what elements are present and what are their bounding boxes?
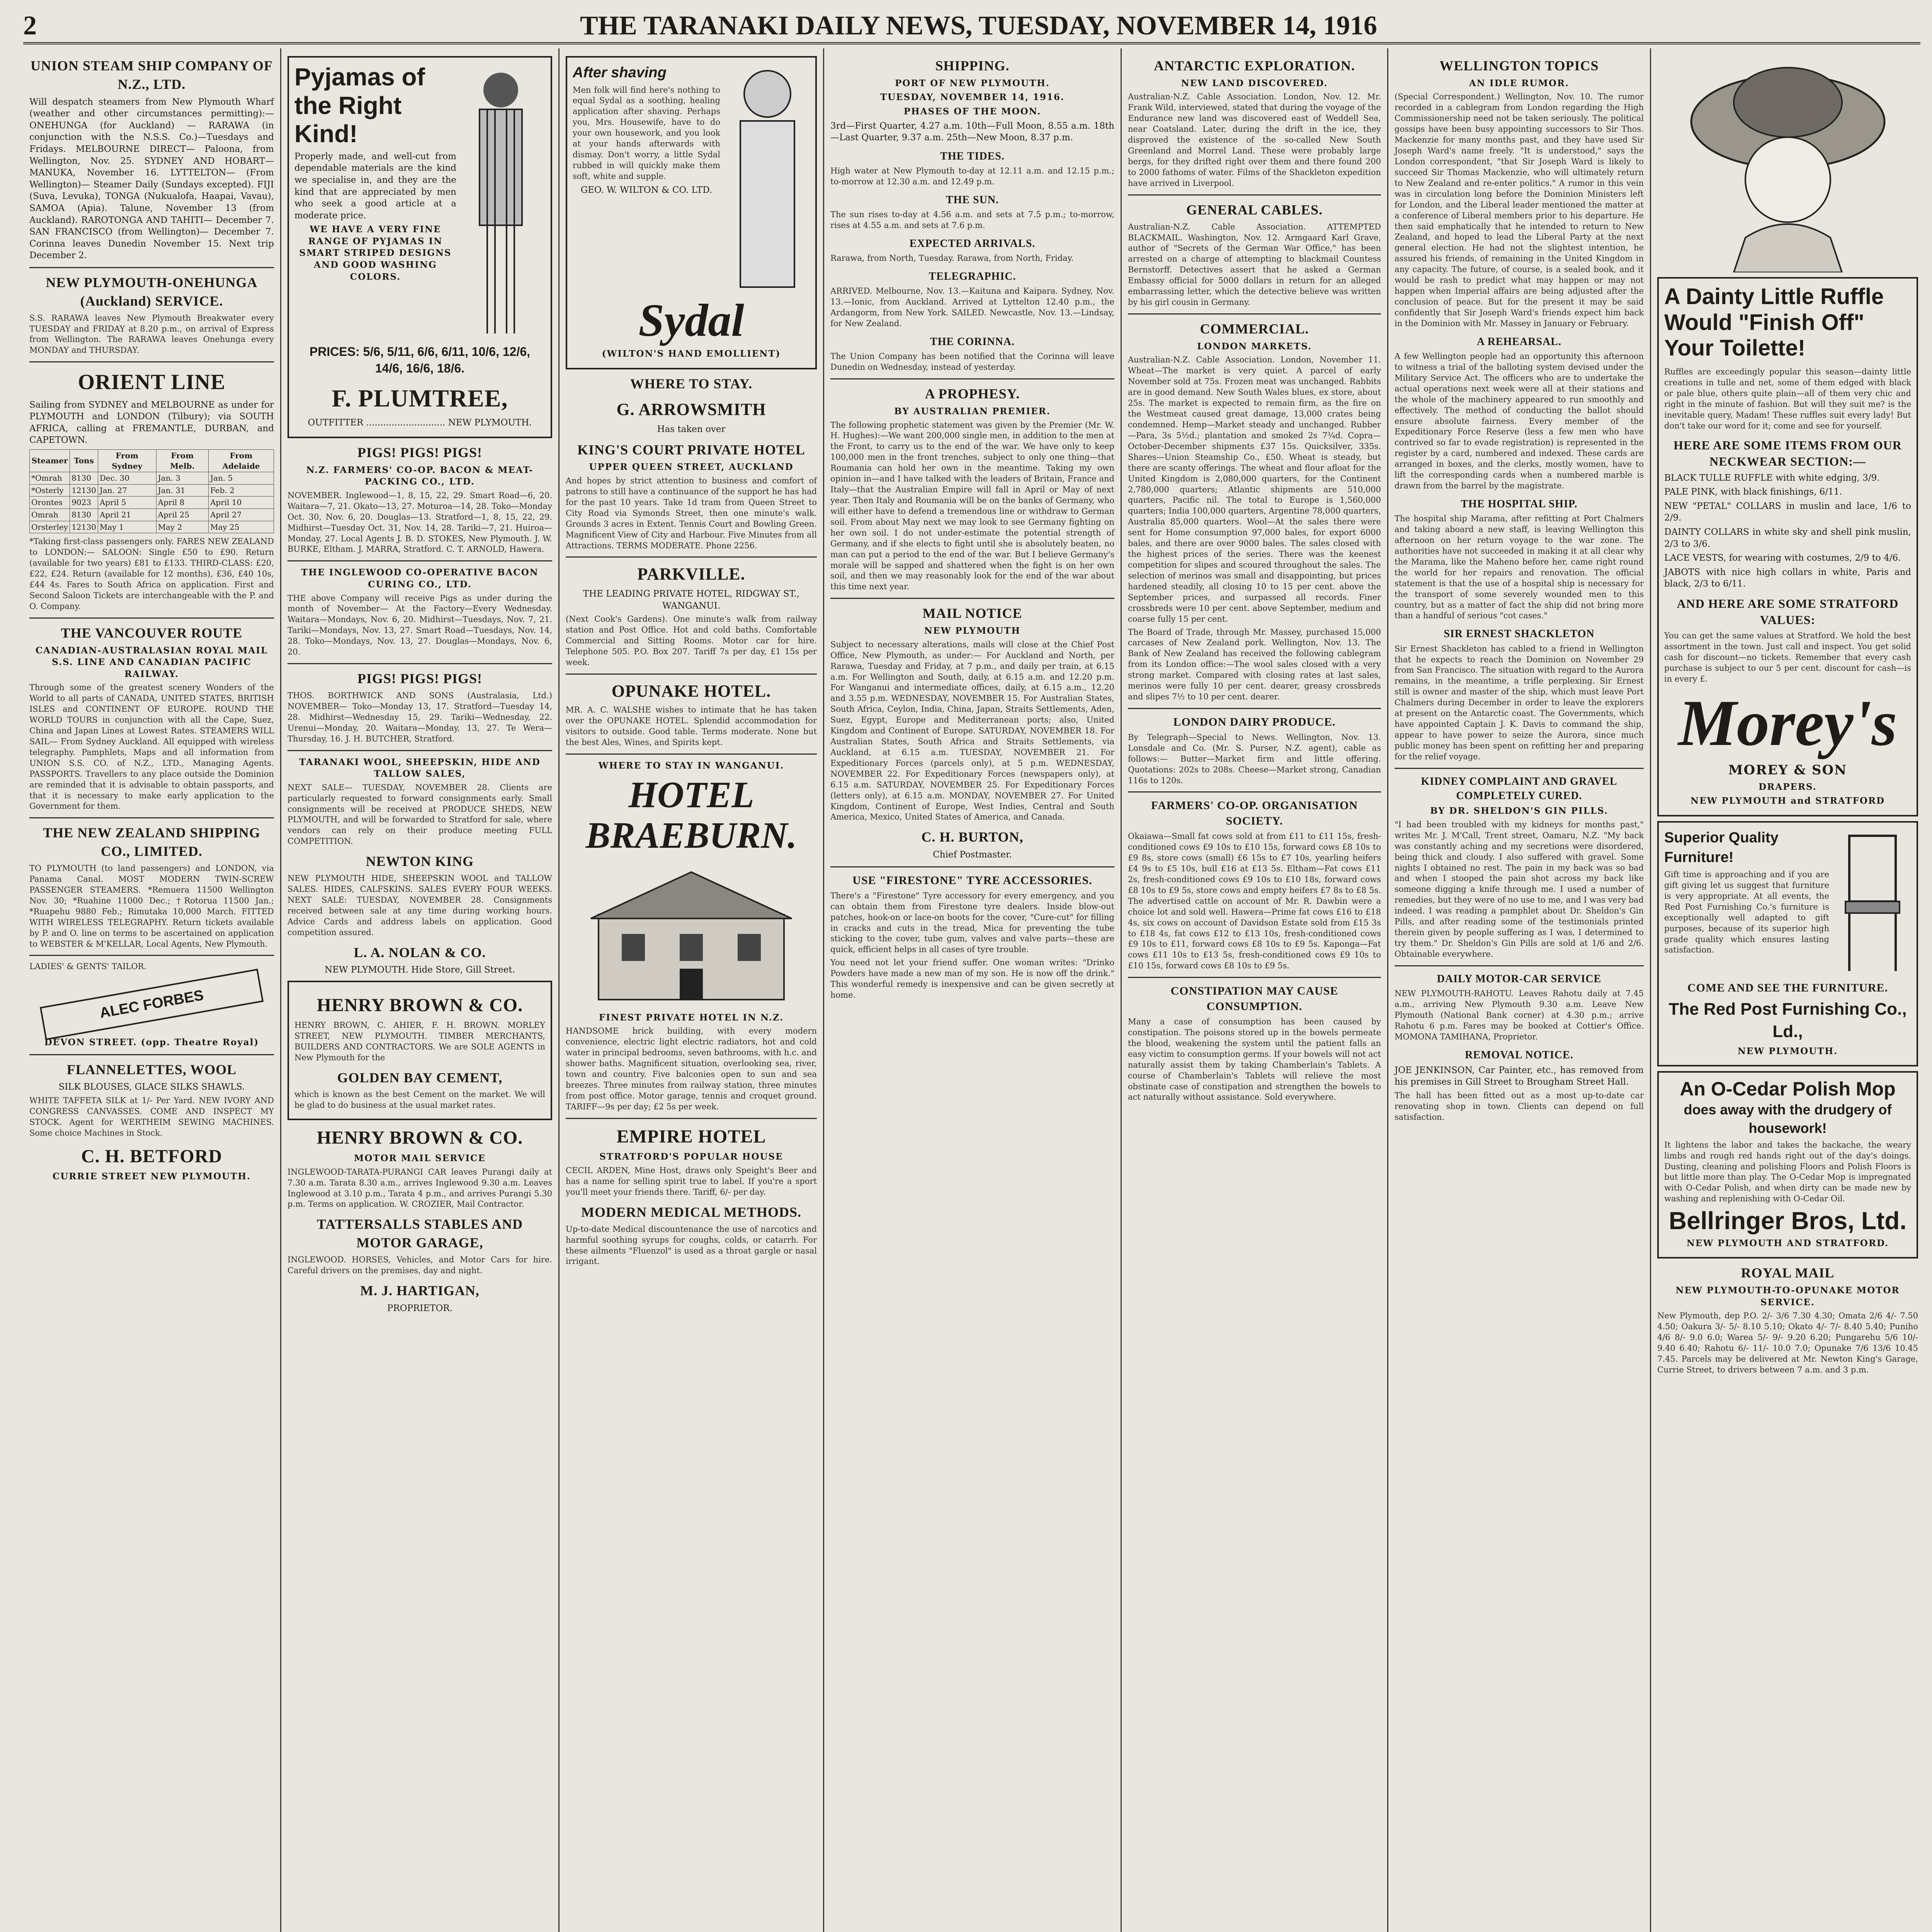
list-item: NEW "PETAL" COLLARS in muslin and lace, 1/6 to 2/9. (1664, 501, 1911, 523)
list-item: JABOTS with nice high collars in white, Paris and black, 2/3 to 6/11. (1664, 567, 1911, 589)
moreys-logo: Morey's (1678, 686, 1897, 759)
henry-brown: HENRY BROWN & CO. (316, 995, 523, 1016)
after-shaving: After shaving (573, 65, 667, 81)
table-row: Orsterley 12130 May 1 May 2 May 25 (30, 521, 274, 533)
list-item: LACE VESTS, for wearing with costumes, 2/9 to 4/6. (1664, 553, 1901, 563)
ruffle-ad: A Dainty Little Ruffle Would "Finish Off" Your Toilette! Ruffles are exceedingly popular this season—dainty little creations in tulle and net, some of them edged with black or pale blue, others quite plain—all of them very chic and right in the minute of fashion. But will they suit me? is the inevitable query, Madam! These ruffles suit every lady! But don't take our word for it; come and see for yourself. HERE ARE SOME ITEMS FROM OUR NECKWEAR SECTION:— BLACK TULLE RUFFLE with white edging, 3/9. PALE PINK, with black finishings, 6/11. NEW "PETAL" COLLARS in muslin and lace, 1/6 to 2/9. DAINTY COLLARS in white sky and shell pink muslin, 2/3 to 3/6. LACE VESTS, for wearing with costumes, 2/9 to 4/6. JABOTS with nice high collars in white, Paris and black, 2/3 to 6/11. AND HERE ARE SOME STRATFORD VALUES: You can get the same values at Stratford. We hold the best assortment in the town. Just call and inspect. You get solid cash for discount—no tickets. Remember that every cash purchase is subject to our 5 per cent. discount for cash—is in every £. Morey's MOREY & SON DRAPERS. NEW PLYMOUTH and STRATFORD (1657, 277, 1918, 816)
prophesy-heading: A PROPHESY. (925, 386, 1020, 402)
commercial-heading: COMMERCIAL. (1200, 321, 1309, 337)
vancouver-route: THE VANCOUVER ROUTE (61, 625, 243, 641)
tattersalls: TATTERSALLS STABLES AND MOTOR GARAGE, (316, 1216, 523, 1251)
nz-shipping-heading: THE NEW ZEALAND SHIPPING CO., LIMITED. (43, 825, 260, 859)
man-shaving-illustration (725, 63, 810, 295)
list-item: PALE PINK, with black finishings, 6/11. (1664, 487, 1842, 497)
list-item: DAINTY COLLARS in white sky and shell pink muslin, 2/3 to 3/6. (1664, 527, 1911, 549)
shipping-heading: SHIPPING. (935, 58, 1010, 73)
lady-in-hat-illustration (1680, 56, 1896, 272)
hotel-building-illustration (575, 861, 807, 1007)
onehunga-service: NEW PLYMOUTH-ONEHUNGA (Auckland) SERVICE. (46, 274, 258, 309)
table-row: *Osterly 12130 Jan. 27 Jan. 31 Feb. 2 (30, 484, 274, 497)
pyjamas-prices: PRICES: 5/6, 5/11, 6/6, 6/11, 10/6, 12/6, 14/6, 16/6, 18/6. (309, 345, 531, 375)
royal-mail: ROYAL MAIL (1741, 1265, 1835, 1281)
masthead (23, 10, 1920, 44)
column-2: Pyjamas of the Right Kind! Properly made, and well-cut from dependable materials are the kind we specialise in, and they are the kind that are appreciated by men who seek a good article at a moderate price. WE HAVE A VERY FINE RANGE OF PYJAMAS IN SMART STRIPED DESIGNS AND GOOD WASHING COLORS. PRICES: 5/6, 5/11, 6/6, 6/11, 10/6, 12/6, 14/6, 16/6, 18/6. F. PLUMTREE, OUTFITTER ............................ NEW PLYMOUTH. PIGS! PIGS! PIGS! N.Z. FARMERS' CO-OP. BACON & MEAT-PACKING CO., LTD. NOVEMBER. Inglewood—1, 8, 15, 22, 29. Smart Road—6, 20. Waitara—7, 21. Okato—13, 27. Moturoa—14, 28. Toko—Monday Oct. 30, Nov. 6, 20. Douglas—13. Stratford—1, 8, 15, 22, 29. Midhirst—Tuesday Oct. 31, Nov. 14, 28. Tariki—7, 21. Huiroa—Monday, 27. Local Agents J. B. D. STOKES, New Plymouth. J. W. BURKE, Eltham. J. MARRA, Stratford. C. T. ARNOLD, Hawera. THE INGLEWOOD CO-OPERATIVE BACON CURING CO., LTD. THE above Company will receive Pigs as under during the month of November— At the Factory—Every Wednesday. Waitara—Mondays, Nov. 6, 20. Midhirst—Tuesdays, Nov. 7, 21. Tariki—Mondays, Nov. 13, 27. Smart Road—Tuesdays, Nov. 14, 28. Toko—Mondays, Nov. 13, 27. Douglas—Mondays, Nov. 6, 20. PIGS! PIGS! PIGS! THOS. BORTHWICK AND SONS (Australasia, Ltd.) NOVEMBER— Toko—Monday 13, 17. Stratford—Tuesday 14, 28. Midhirst—Wednesday 15, 29. Tariki—Wednesday, 22. Urenui—Monday, 20. Waitara—Monday, 13, 27. Te Wera—Thursday, 16. J. H. BUTCHER, Stratford. TARANAKI WOOL, SHEEPSKIN, HIDE AND TALLOW SALES, NEXT SALE— TUESDAY, NOVEMBER 28. Clients are particularly requested to forward consignments early. Small consignments will be received at PRODUCE SHEDS, NEW PLYMOUTH, and will be forwarded to Stratford for sale, where vendors can rely on their produce meeting FULL COMPETITION. NEWTON KING NEW PLYMOUTH HIDE, SHEEPSKIN WOOL and TALLOW SALES. HIDES, CALFSKINS. SALES EVERY FOUR WEEKS. NEXT SALE: TUESDAY, NOVEMBER 28. Consignments received between sale at any time during working hours. Advice Cards and address labels on application. Good competition assured. L. A. NOLAN & CO. NEW PLYMOUTH. Hide Store, Gill Street. HENRY BROWN & CO. HENRY BROWN, C. AHIER, F. H. BROWN. MORLEY STREET, NEW PLYMOUTH. TIMBER MERCHANTS, BUILDERS AND CONTRACTORS. We are SOLE AGENTS in New Plymouth for the GOLDEN BAY CEMENT, which is known as the best Cement on the market. We will be glad to do business at the usual market rates. HENRY BROWN & CO. MOTOR MAIL SERVICE INGLEWOOD-TARATA-PURANGI CAR leaves Purangi daily at 7.30 a.m. Tarata 8.30 a.m., arrives Inglewood 9.30 a.m. Leaves Inglewood at 3.10 p.m., Tarata 4 p.m., and arrives Purangi 5.30 p.m. Terms on application. W. CROZIER, Mail Contractor. TATTERSALLS STABLES AND MOTOR GARAGE, INGLEWOOD. HORSES, Vehicles, and Motor Cars for hire. Careful drivers on the premises, day and night. M. J. HARTIGAN, PROPRIETOR. (280, 48, 558, 1932)
plumtree-name: F. PLUMTREE, (332, 384, 508, 412)
column-6: WELLINGTON TOPICS AN IDLE RUMOR. (Special Correspondent.) Wellington, Nov. 10. The rumor recorded in a cablegram from London regarding the High Commissionership need not be taken seriously. The political gossips have been busy appointing successors to Sir Thos. Mackenzie for many months past, and they have used Sir Joseph Ward's name freely. "It is understood," says the London correspondent, "that Sir Joseph Ward is likely to succeed Sir Thomas Mackenzie, who will ultimately return to New Zealand and re-enter politics." A rumor in this vein was in circulation long before the Dominion Ministers left for London, and the Liberal leader mentioned the matter at a conference of Liberal members prior to his departure. He then said emphatically that he intended to return to New Zealand, and hoped to lead the Liberal Party at the next general election. He had not the slightest intention, he assured his friends, of remaining in the United Kingdom in any capacity. The future, of course, is a sealed book, and it would be rash to predict what may happen or may not happen when Imperial affairs are being adjusted after the conclusion of peace. But for the present it may be said confidently that Sir Joseph Ward's friends expect him back in the Dominion with Mr. Massey in January or February. A REHEARSAL. A few Wellington people had an opportunity this afternoon to witness a trial of the balloting system devised under the Military Service Act. The officers who are to undertake the actual operations next week were all at their stations and the whole of the machinery appeared to run smoothly and effectively. The method of conducting the ballot should ensure absolute fairness. Every member of the Expeditionary Force Reserve (less a few men who have contrived so far to evade registration) is represented in the register by a card, numbered and indexed. These cards are arranged in boxes, and the clerks, mostly women, have to lift the corresponding cards when a numbered marble is drawn from the barrel by the magistrate. THE HOSPITAL SHIP. The hospital ship Marama, after refitting at Port Chalmers and taking aboard a new staff, is leaving Wellington this afternoon on her return voyage to the war zone. The authorities have not succeeded in making it at all clear why the Marama, like the Maheno before her, came right round the world for her repairs and renovation. The official statement is that the use of a hospital ship is necessary for the transport of some severely wounded men to this country, but as a matter of fact the ship did not bring more than a handful of serious "cot cases." SIR ERNEST SHACKLETON Sir Ernest Shackleton has cabled to a friend in Wellington that he expects to reach the Dominion on November 29 from San Francisco. The situation with regard to the Aurora remains, in the meantime, a trifle perplexing. Sir Ernest still is owner and master of the ship, which must leave Port Chalmers during December in order to leave the explorers at present on the Antarctic coast. The Governments, which have appointed Captain J. K. Davis to command the ship, appear to have power to seize the Aurora, since much public money has been spent on refitting her and preparing for the relief voyage. KIDNEY COMPLAINT AND GRAVEL COMPLETELY CURED. BY DR. SHELDON'S GIN PILLS. "I had been troubled with my kidneys for months past," writes Mr. J. M'Call, Trent street, Oamaru, N.Z. "My back was constantly aching and my secretions were disordered, being thick and cloudy. I also suffered with gravel. Some nights I obtained no rest. The pain in my back was so bad and when I stooped the pain shot across my back like someone digging a knife through me. I used a number of remedies, but they were of no use to me, and I was very bad indeed. I was reading a pamphlet about Dr. Sheldon's Gin Pills, and after reading some of the testimonials printed therein given by people suffering as I was, I determined to try them." Dr. Sheldon's Gin Pills are sold at 1/6 and 2/6. Obtainable everywhere. DAILY MOTOR-CAR SERVICE NEW PLYMOUTH-RAHOTU. Leaves Rahotu daily at 7.45 a.m., arriving New Plymouth 9.30 a.m. Leave New Plymouth (National Bank corner) at 4.30 p.m.; arrive Rahotu 6 p.m. Fares may be booked at Cottier's Office. MOMONA TAMIHANA, Proprietor. REMOVAL NOTICE. JOE JENKINSON, Car Painter, etc., has removed from his premises in Gill Street to Brougham Street Hall. The hall has been fitted out as a most up-to-date car renovating shop in town. Clients can depend on full satisfaction. (1387, 48, 1650, 1932)
pyjamas-ad: Pyjamas of the Right Kind! Properly made, and well-cut from dependable materials are the kind we specialise in, and they are the kind that are appreciated by men who seek a good article at a moderate price. WE HAVE A VERY FINE RANGE OF PYJAMAS IN SMART STRIPED DESIGNS AND GOOD WASHING COLORS. PRICES: 5/6, 5/11, 6/6, 6/11, 10/6, 12/6, 14/6, 16/6, 18/6. F. PLUMTREE, OUTFITTER ............................ NEW PLYMOUTH. (287, 56, 552, 438)
mail-notice: MAIL NOTICE (922, 605, 1022, 621)
chair-illustration (1834, 828, 1911, 975)
sydal-logo: Sydal (638, 294, 744, 346)
nolan-co: L. A. NOLAN & CO. (354, 944, 486, 960)
column-3: After shaving Men folk will find here's nothing to equal Sydal as a soothing, healing application after shaving. Perhaps you, Mrs. Housewife, have to do your own housework, and you look at your hands afterwards with dismay. Don't worry, a little Sydal rubbed in will quickly make them soft, white and supple. GEO. W. WILTON & CO. LTD. Sydal (WILTON'S HAND EMOLLIENT) WHERE TO STAY. G. ARROWSMITH Has taken over KING'S COURT PRIVATE HOTEL UPPER QUEEN STREET, AUCKLAND And hopes by strict attention to business and comfort of patrons to still have a continuance of the support he has had for the past 10 years. Take 1d tram from Queen Street to City Road via Symonds Street, then one minute's walk. Grounds 3 acres in Extent. Tennis Court and Bowling Green. Magnificent View of City and Harbour. Five Minutes from all Attractions. TERMS MODERATE. Phone 2256. PARKVILLE. THE LEADING PRIVATE HOTEL, RIDGWAY ST., WANGANUI. (Next Cook's Gardens). One minute's walk from railway station and Post Office. Hot and cold baths. Comfortable Commercial and Sitting Rooms. Motor car for hire. Telephone 505. P.O. Box 207. Tariff 7s per day, £1 15s per week. OPUNAKE HOTEL. MR. A. C. WALSHE wishes to intimate that he has taken over the OPUNAKE HOTEL. Splendid accommodation for visitors to outside. Good table. Terms moderate. None but the best Ales, Wines, and Spirits kept. WHERE TO STAY IN WANGANUI. HOTEL BRAEBURN. FINEST PRIVATE HOTEL IN N.Z. HANDSOME brick building, with every modern convenience, electric light electric radiators, hot and cold water in principal bedrooms, seven bathrooms, with h.c. and shower baths. Magnificent situation, overlooking sea, river, town and country. Five balconies open to sun and sea breezes. Three minutes from railway station, three minutes from post office. Motor garage, tennis and croquet ground. TARIFF—9s per day; £2 5s per week. EMPIRE HOTEL STRATFORD'S POPULAR HOUSE CECIL ARDEN, Mine Host, draws only Speight's Beer and has a name for selling spirit true to label. If you're a sport you'll meet your friends there. Tariff, 6/- per day. MODERN MEDICAL METHODS. Up-to-date Medical discountenance the use of narcotics and harmful soothing syrups for coughs, colds, or catarrh. For these ailments "Fluenzol" is used as a throat gargle or nasal irrigant. (558, 48, 823, 1932)
sydal-ad: After shaving Men folk will find here's nothing to equal Sydal as a soothing, healing application after shaving. Perhaps you, Mrs. Housewife, have to do your own housework, and you look at your hands afterwards with dismay. Don't worry, a little Sydal rubbed in will quickly make them soft, white and supple. GEO. W. WILTON & CO. LTD. Sydal (WILTON'S HAND EMOLLIENT) (566, 56, 817, 369)
ruffle-headline: A Dainty Little Ruffle Would "Finish Off" Your Toilette! (1664, 284, 1884, 361)
table-row: Omrah 8130 April 21 April 25 April 27 (30, 509, 274, 521)
page-number: 2 (23, 11, 37, 41)
orient-line: ORIENT LINE (78, 370, 226, 395)
opunake-hotel: OPUNAKE HOTEL. (611, 681, 771, 701)
removal-text: JOE JENKINSON, Car Painter, etc., has removed from his premises in Gill Street to Brougham Street Hall. (1395, 1065, 1644, 1087)
kings-court-hotel: KING'S COURT PRIVATE HOTEL (577, 442, 805, 457)
betford-name: C. H. BETFORD (81, 1146, 223, 1167)
man-in-pyjamas-illustration (456, 63, 545, 341)
table-row: *Omrah 8130 Dec. 30 Jan. 3 Jan. 5 (30, 472, 274, 485)
ussco-text: Will despatch steamers from New Plymouth Wharf (weather and other circumstances permitting):— ONEHUNGA (for Auckland) — RARAWA (in conjunction with the N.S.S. Co.)—Tuesdays and Fridays. MELBOURNE DIRECT— Paloona, from Wellington, Nov. 25. SYDNEY AND HOBART— MANUKA, November 16. LYTTELTON— (From Wellington)— Steamer Daily (Sundays excepted). FIJI (Suva, Levuka), TONGA (Nukualofa, Haapai, Vavau), SAMOA (Apia). Talune, November 13 (from Auckland). RAROTONGA AND TAHITI— December 7. SAN FRANCISCO (from Wellington)— December 7. Corinna leaves Dunedin November 15. Next trip December 2. (29, 97, 274, 261)
newspaper-title: THE TARANAKI DAILY NEWS, TUESDAY, NOVEMBER 14, 1916 (580, 11, 1377, 41)
furniture-ad: Superior Quality Furniture! Gift time is approaching and if you are gift giving let us suggest that furniture is very appropriate. At all events, the Red Post Furnishing Co.'s furniture is exceptionally well adapted to gift purposes, because of its superior high grade quality which ensures lasting satisfaction. COME AND SEE THE FURNITURE. The Red Post Furnishing Co., Ld., NEW PLYMOUTH. (1657, 821, 1918, 1067)
ocedar-ad: An O-Cedar Polish Mop does away with the drudgery of housework! It lightens the labor and takes the backache, the weary limbs and rough red hands right out of the day's doings. Dusting, cleaning and polishing Floors and Polish Floors is but little more than play. The O-Cedar Mop is impregnated with O-Cedar Polish, and when dirty can be made new by washing and replenishing with O-Cedar Oil. Bellringer Bros, Ltd. NEW PLYMOUTH AND STRATFORD. (1657, 1071, 1918, 1259)
table-row: Orontes 9023 April 5 April 8 April 10 (30, 497, 274, 509)
red-post: The Red Post Furnishing Co., Ld., (1668, 999, 1907, 1041)
orient-text: Sailing from SYDNEY and MELBOURNE as under for PLYMOUTH and LONDON (Tilbury); via SOUTH AFRICA, calling at FREMANTLE, DURBAN, and CAPETOWN. (29, 400, 274, 446)
column-1: UNION STEAM SHIP COMPANY OF N.Z., LTD. Will despatch steamers from New Plymouth Wharf (weather and other circumstances permitting):— ONEHUNGA (for Auckland) — RARAWA (in conjunction with the N.S.S. Co.)—Tuesdays and Fridays. MELBOURNE DIRECT— Paloona, from Wellington, Nov. 25. SYDNEY AND HOBART— MANUKA, November 16. LYTTELTON— (From Wellington)— Steamer Daily (Sundays excepted). FIJI (Suva, Levuka), TONGA (Nukualofa, Haapai, Vavau), SAMOA (Apia). Talune, November 13 (from Auckland). RAROTONGA AND TAHITI— December 7. SAN FRANCISCO (from Wellington)— December 7. Corinna leaves Dunedin November 15. Next trip December 2. NEW PLYMOUTH-ONEHUNGA (Auckland) SERVICE. S.S. RARAWA leaves New Plymouth Breakwater every TUESDAY and FRIDAY at 8.20 p.m., on arrival of Express from Wellington. The RARAWA leaves Onehunga every MONDAY and THURSDAY. ORIENT LINE Sailing from SYDNEY and MELBOURNE as under for PLYMOUTH and LONDON (Tilbury); via SOUTH AFRICA, calling at FREMANTLE, DURBAN, and CAPETOWN. Steamer Tons From Sydney From Melb. From Adelaide *Omrah 8130 Dec. 30 Jan. 3 Jan. 5 *Osterly 12130 Jan. 27 Jan. 31 Feb. 2 Orontes 9023 April 5 April 8 April 10 Omrah 8130 April 21 April 25 April 27 Orsterley 12130 May 1 May 2 May 25 *Taking first-class passengers only. FARES NEW ZEALAND to LONDON:— SALOON: Single £50 to £90. Return (available for two years) £81 to £133. THIRD-CLASS: £20, £22, £24. Return (available for 12 months), £36, £40 10s, £44 4s. Fares to South Africa on application. First and Second Saloon Tickets are interchangeable with the P. and O. Company. THE VANCOUVER ROUTE CANADIAN-AUSTRALASIAN ROYAL MAIL S.S. LINE AND CANADIAN PACIFIC RAILWAY. Through some of the greatest scenery Wonders of the World to all parts of CANADA, UNITED STATES, BRITISH ISLES and CONTINENT OF EUROPE. ROUND THE WORLD TOURS in conjunction with all the Cape, Suez, China and Japan Lines at Lowest Rates. STEAMERS WILL SAIL— From Sydney Auckland. All equipped with wireless telegraphy. Pamphlets, Maps and all information from UNION S.S. CO. of N.Z., LTD., Managing Agents. PASSPORTS. Travellers to any place outside the Dominion are reminded that it is advisable to obtain passports, and that it is necessary to make early application to the Government for them. THE NEW ZEALAND SHIPPING CO., LIMITED. TO PLYMOUTH (to land passengers) and LONDON, via Panama Canal. MOST MODERN TWIN-SCREW PASSENGER STEAMERS. *Remuera 11500 Wellington Nov. 30; *Ruahine 11000 Dec.; †Rotorua 11500 Jan.; *Ruapehu 9880 Feb.; Rimutaka 10,000 March. FITTED WITH WIRELESS TELEGRAPHY. Return tickets available by P. and O. line on terms to be ascertained on application to WEBSTER & M'KELLAR, Local Agents, New Plymouth. LADIES' & GENTS' TAILOR. ALEC FORBES DEVON STREET. (opp. Theatre Royal) FLANNELETTES, WOOL SILK BLOUSES, GLACE SILKS SHAWLS. WHITE TAFFETA SILK at 1/- Per Yard. NEW IVORY AND CONGRESS CANVASSES. COME AND INSPECT MY STOCK. Agent for WERTHEIM SEWING MACHINES. Some choice Machines in Stock. C. H. BETFORD CURRIE STREET NEW PLYMOUTH. (23, 48, 280, 1932)
general-cables: GENERAL CABLES. (1186, 202, 1323, 218)
empire-hotel: EMPIRE HOTEL (616, 1126, 766, 1147)
furniture-headline: Superior Quality Furniture! (1664, 829, 1779, 866)
column-4: SHIPPING. PORT OF NEW PLYMOUTH. TUESDAY, NOVEMBER 14, 1916. PHASES OF THE MOON. 3rd—First Quarter, 4.27 a.m. 10th—Full Moon, 8.55 a.m. 18th—Last Quarter, 9.37 a.m. 25th—New Moon, 8.37 p.m. THE TIDES. High water at New Plymouth to-day at 12.11 a.m. and 12.15 p.m.; to-morrow at 12.30 a.m. and 12.49 p.m. THE SUN. The sun rises to-day at 4.56 a.m. and sets at 7.5 p.m.; to-morrow, rises at 4.55 a.m. and sets at 7.6 p.m. EXPECTED ARRIVALS. Rarawa, from North, Tuesday. Rarawa, from North, Friday. TELEGRAPHIC. ARRIVED. Melbourne, Nov. 13.—Kaituna and Kaipara. Sydney, Nov. 13.—Ionic, from Auckland. Arrived at Lyttelton 12.40 p.m., the Ardangorm, from New York. SAILED. Newcastle, Nov. 13.—Lindsay, for New Zealand. THE CORINNA. The Union Company has been notified that the Corinna will leave Dunedin on Wednesday, instead of yesterday. A PROPHESY. BY AUSTRALIAN PREMIER. The following prophetic statement was given by the Premier (Mr. W. H. Hughes):—We want 200,000 single men, in addition to the men at the Front, to carry us to the end of the war. We have only to keep 100,000 men in the front trenches, subject to only one thing—that Roumania can hold her own in the meantime. Taking my own opinion in—and I have talked with the leaders of Britain, France and Italy—that the Australian Empire will fall in April or May of next year. Then Italy and Roumania will be on the banks of Germany, who will either have to defend a tremendous line or withdraw to German soil. From about May next we may look to see Germany fighting on her own soil. I do not under-estimate the potential strength of Germany, and if she elects to fight until she is absolutely beaten, no man can put a period to the end of the war. But I believe Germany's morale will be sapped and shattered when the fight is on her own soil, and then we may reasonably look for the end of the war about this time next year. MAIL NOTICE NEW PLYMOUTH Subject to necessary alterations, mails will close at the Chief Post Office, New Plymouth, as under:— For Auckland and North, per Rarawa, Tuesday and Friday, at 7 p.m., and daily per train, at 6.15 a.m. For Wellington and South, daily, at 6.15 a.m. and 12.20 p.m. For Wanganui and intermediate offices, daily, at 6.15 a.m., 12.20 and 3.55 p.m. WEDNESDAY, NOVEMBER 15. For Australian States, South Africa, Ceylon, India, China, Japan, Straits Settlements, Aden, Suez, Egypt, Europe and Mediterranean ports; also, United Kingdom and Continent of Europe. SATURDAY, NOVEMBER 18. For Australian States, South Africa and Straits Settlements, via Auckland, at 6.15 a.m. TUESDAY, NOVEMBER 21. For Expeditionary Forces (parcels only), at 5 p.m. WEDNESDAY, NOVEMBER 22. For Expeditionary Forces (newspapers only), at 6.15 a.m. SATURDAY, NOVEMBER 25. For Expeditionary Forces (letters only), at 6.15 a.m. MONDAY, NOVEMBER 27. For United Kingdom, Continent of Europe, West Indies, Central and South America, Mexico, United States of America, and Canada. C. H. BURTON, Chief Postmaster. USE "FIRESTONE" TYRE ACCESSORIES. There's a "Firestone" Tyre accessory for every emergency, and you can obtain them from Firestone tyre dealers. Inside blow-out patches, hook-on or lace-on boots for the cover, "Cure-cut" for filling in cracks and cuts in the tread, Mica for preventing the tube sticking to the cover, tube gum, valves and valve parts—these are quick, efficient helps in all cases of tyre trouble. You need not let your friend suffer. One woman writes: "Drinko Powders have made a new man of my son. He is now off the drink." This wonderful remedy is inexpensive and can be given secretly at home. (823, 48, 1121, 1932)
column-5: ANTARCTIC EXPLORATION. NEW LAND DISCOVERED. Australian-N.Z. Cable Association. London, Nov. 12. Mr. Frank Wild, interviewed, stated that during the voyage of the Endurance new land was discovered east of Weddell Sea, near Coatsland. Later, during the drift in the ice, they disproved the existence of the so-called New South Greenland and Morrel Land. These were probably large bergs, for they drifted right over them and there found 200 to 2000 fathoms of water. Films of the Shackleton expedition have arrived in Liverpool. GENERAL CABLES. Australian-N.Z. Cable Association. ATTEMPTED BLACKMAIL. Washington, Nov. 12. Armgaard Karl Grave, author of "Secrets of the German War Office," has been arrested on a charge of attempting to blackmail Countess Bernstorff. Detectives assert that he asked a German Embassy official for 5000 dollars in return for an alleged embarrassing letter, which the detective believe was written by his girl cousin in Germany. COMMERCIAL. LONDON MARKETS. Australian-N.Z. Cable Association. London, November 11. Wheat—The market is very quiet. A parcel of early November sold at 75s. Frozen meat was unchanged. Rabbits are in good demand. New South Wales blues, ex store, about 25s. The market is expected to remain firm, as the fire on the Westmeat caused great damage, 13,000 crates being condemned. Hemp—Market steady and unchanged. Rubber—Para, 3s 5½d.; plantation and smoked 2s 7¾d. Copra—October-December shipments £37 15s. Quicksilver, 335s. Shares—Union Steamship Co., £50. Wheat is steady, but there are scanty offerings. The wheat and flour afloat for the United Kingdom is 2,080,000 quarters, for the Continent 2,780,000 quarters; Atlantic shipments are 510,000 quarters, Pacific nil. The total to Europe is 1,560,000 quarters; India 100,000 quarters, Argentine 78,000 quarters, Australia 85,000 quarters. Wool—At the sales there were sent for Home consumption 97,000 bales, for export 6000 bales, and there are over 9000 bales. The sales closed with the highest prices of the series. There was the keenest competition for slipes and scoured throughout the sales. The selection of merinos was small and disappointing, but prices hardened steadily, all closing 10 to 15 per cent. above the September prices, and surpassed all records. Finer crossbreds were 10 per cent. above September, medium and coarse fully 15 per cent. The Board of Trade, through Mr. Massey, purchased 15,000 carcases of New Zealand pork. Wellington, Nov. 13. The Bank of New Zealand has received the following cablegram from its London office:—The wool sales closed with a very strong market. Compared with closing rates at last sales, merinos were fully 10 per cent. dearer, greasy crossbreds and slipes 7½ to 10 per cent. dearer. LONDON DAIRY PRODUCE. By Telegraph—Special to News. Wellington, Nov. 13. Lonsdale and Co. (Mr. S. Purser, N.Z. agent), cable as follows:— Butter—Market firm and little offering. Quotations: 202s to 208s. Cheese—Market strong, Canadian 116s to 120s. FARMERS' CO-OP. ORGANISATION SOCIETY. Okaiawa—Small fat cows sold at from £11 to £11 15s, fresh-conditioned cows £9 10s to £10 15s, forward cows £8 10s to £9 8s, store cows (small) £6 15s to £7 10s, yearling heifers £4 9s to £5 10s, bull £16 at £13 5s. Eltham—Fat cows £11 2s, fresh-conditioned cows £9 10s to £10 18s, forward cows £8 10s to £9 5s, store cows and empty heifers £7 8s to £8 5s. The advertised cattle on account of Mr. R. Dawbin were a choice lot and sold well. Hawera—Prime fat cows £16 to £18 4s, six cows on account of Davidson Estate sold from £15 3s to £18 4s, fat cows £12 to £13 10s, fresh-conditioned cows £9 10s to £11, forward cows £8 10s to £9 5s. Kaponga—Fat cows £11 10s to £13 5s, fresh-conditioned cows £9 10s to £10 15s, forward cows £8 10s to £9 5s. CONSTIPATION MAY CAUSE CONSUMPTION. Many a case of consumption has been caused by constipation. The poisons stored up in the bowels permeate the blood, weakening the system until the patient falls an easy victim to consumption germs. If your bowels will not act naturally assist them by taking Chamberlain's Tablets. A course of Chamberlain's Tablets will relieve the most obstinate case of constipation and strengthen the bowels to act naturally without assistance. Sold everywhere. (1121, 48, 1387, 1932)
moon-phases: 3rd—First Quarter, 4.27 a.m. 10th—Full Moon, 8.55 a.m. 18th—Last Quarter, 9.37 a.m. 25th—New Moon, 8.37 p.m. (830, 121, 1114, 143)
braeburn-logo: HOTEL BRAEBURN. (585, 774, 797, 856)
orient-table: Steamer Tons From Sydney From Melb. From Adelaide *Omrah 8130 Dec. 30 Jan. 3 Jan. 5 *Osterly 12130 Jan. 27 Jan. 31 Feb. 2 Orontes 9023 April 5 April 8 April 10 Omrah 8130 April 21 April 25 April 27 Orsterley 12130 May 1 May 2 May 25 (29, 449, 274, 533)
pigs-heading: PIGS! PIGS! PIGS! (357, 444, 483, 460)
newton-king: NEWTON KING (366, 854, 474, 869)
ocedar-headline: An O-Cedar Polish Mop (1680, 1078, 1896, 1100)
column-7: A Dainty Little Ruffle Would "Finish Off" Your Toilette! Ruffles are exceedingly popular this season—dainty little creations in tulle and net, some of them edged with black or pale blue, others quite plain—all of them very chic and right in the minute of fashion. But will they suit me? is the inevitable query, Madam! These ruffles suit every lady! But don't take our word for it; come and see for yourself. HERE ARE SOME ITEMS FROM OUR NECKWEAR SECTION:— BLACK TULLE RUFFLE with white edging, 3/9. PALE PINK, with black finishings, 6/11. NEW "PETAL" COLLARS in muslin and lace, 1/6 to 2/9. DAINTY COLLARS in white sky and shell pink muslin, 2/3 to 3/6. LACE VESTS, for wearing with costumes, 2/9 to 4/6. JABOTS with nice high collars in white, Paris and black, 2/3 to 6/11. AND HERE ARE SOME STRATFORD VALUES: You can get the same values at Stratford. We hold the best assortment in the town. Just call and inspect. You get solid cash for discount—no tickets. Remember that every cash purchase is subject to our 5 per cent. discount for cash—is in every £. Morey's MOREY & SON DRAPERS. NEW PLYMOUTH and STRATFORD Superior Quality Furniture! Gift time is approaching and if you are gift giving let us suggest that furniture is very appropriate. At all events, the Red Post Furnishing Co.'s furniture is exceptionally well adapted to gift purposes, because of its superior high grade quality which ensures lasting satisfaction. COME AND SEE THE FURNITURE. The Red Post Furnishing Co., Ld., NEW PLYMOUTH. An O-Cedar Polish Mop does away with the drudgery of housework! It lightens the labor and takes the backache, the weary limbs and rough red hands right out of the day's doings. Dusting, cleaning and polishing Floors and Polish Floors is but little more than play. The O-Cedar Mop is impregnated with O-Cedar Polish, and when dirty can be made new by washing and replenishing with O-Cedar Oil. Bellringer Bros, Ltd. NEW PLYMOUTH AND STRATFORD. ROYAL MAIL NEW PLYMOUTH-TO-OPUNAKE MOTOR SERVICE. New Plymouth, dep P.O. 2/- 3/6 7.30 4.30; Omata 2/6 4/- 7.50 4.50; Oakura 3/- 5/- 8.10 5.10; Okato 4/- 7/- 8.40 5.40; Puniho 4/6 8/- 9.0 6.0; Warea 5/- 9/- 9.20 6.20; Pungarehu 5/6 10/- 9.40 6.40; Rahotu 6/- 11/- 10.0 7.0; Opunake 7/6 13/6 10.45 7.45. Parcels may be delivered at Mr. Newton King's Garage, Currie Street, to drivers between 7 a.m. and 3 p.m. (1650, 48, 1924, 1932)
bellringer: Bellringer Bros, Ltd. (1668, 1207, 1907, 1235)
ussco-heading: UNION STEAM SHIP COMPANY OF N.Z., LTD. (30, 58, 273, 92)
antarctic-heading: ANTARCTIC EXPLORATION. (1154, 58, 1355, 73)
where-to-stay: WHERE TO STAY. (630, 376, 753, 391)
alec-forbes-ad: ALEC FORBES (40, 969, 264, 1040)
list-item: BLACK TULLE RUFFLE with white edging, 3/9. (1664, 473, 1880, 483)
wellington-topics: WELLINGTON TOPICS (1439, 58, 1599, 73)
parkville: PARKVILLE. (637, 565, 745, 584)
devon-street: DEVON STREET. (opp. Theatre Royal) (44, 1037, 259, 1048)
pyjamas-title: Pyjamas of the Right Kind! (294, 63, 425, 148)
